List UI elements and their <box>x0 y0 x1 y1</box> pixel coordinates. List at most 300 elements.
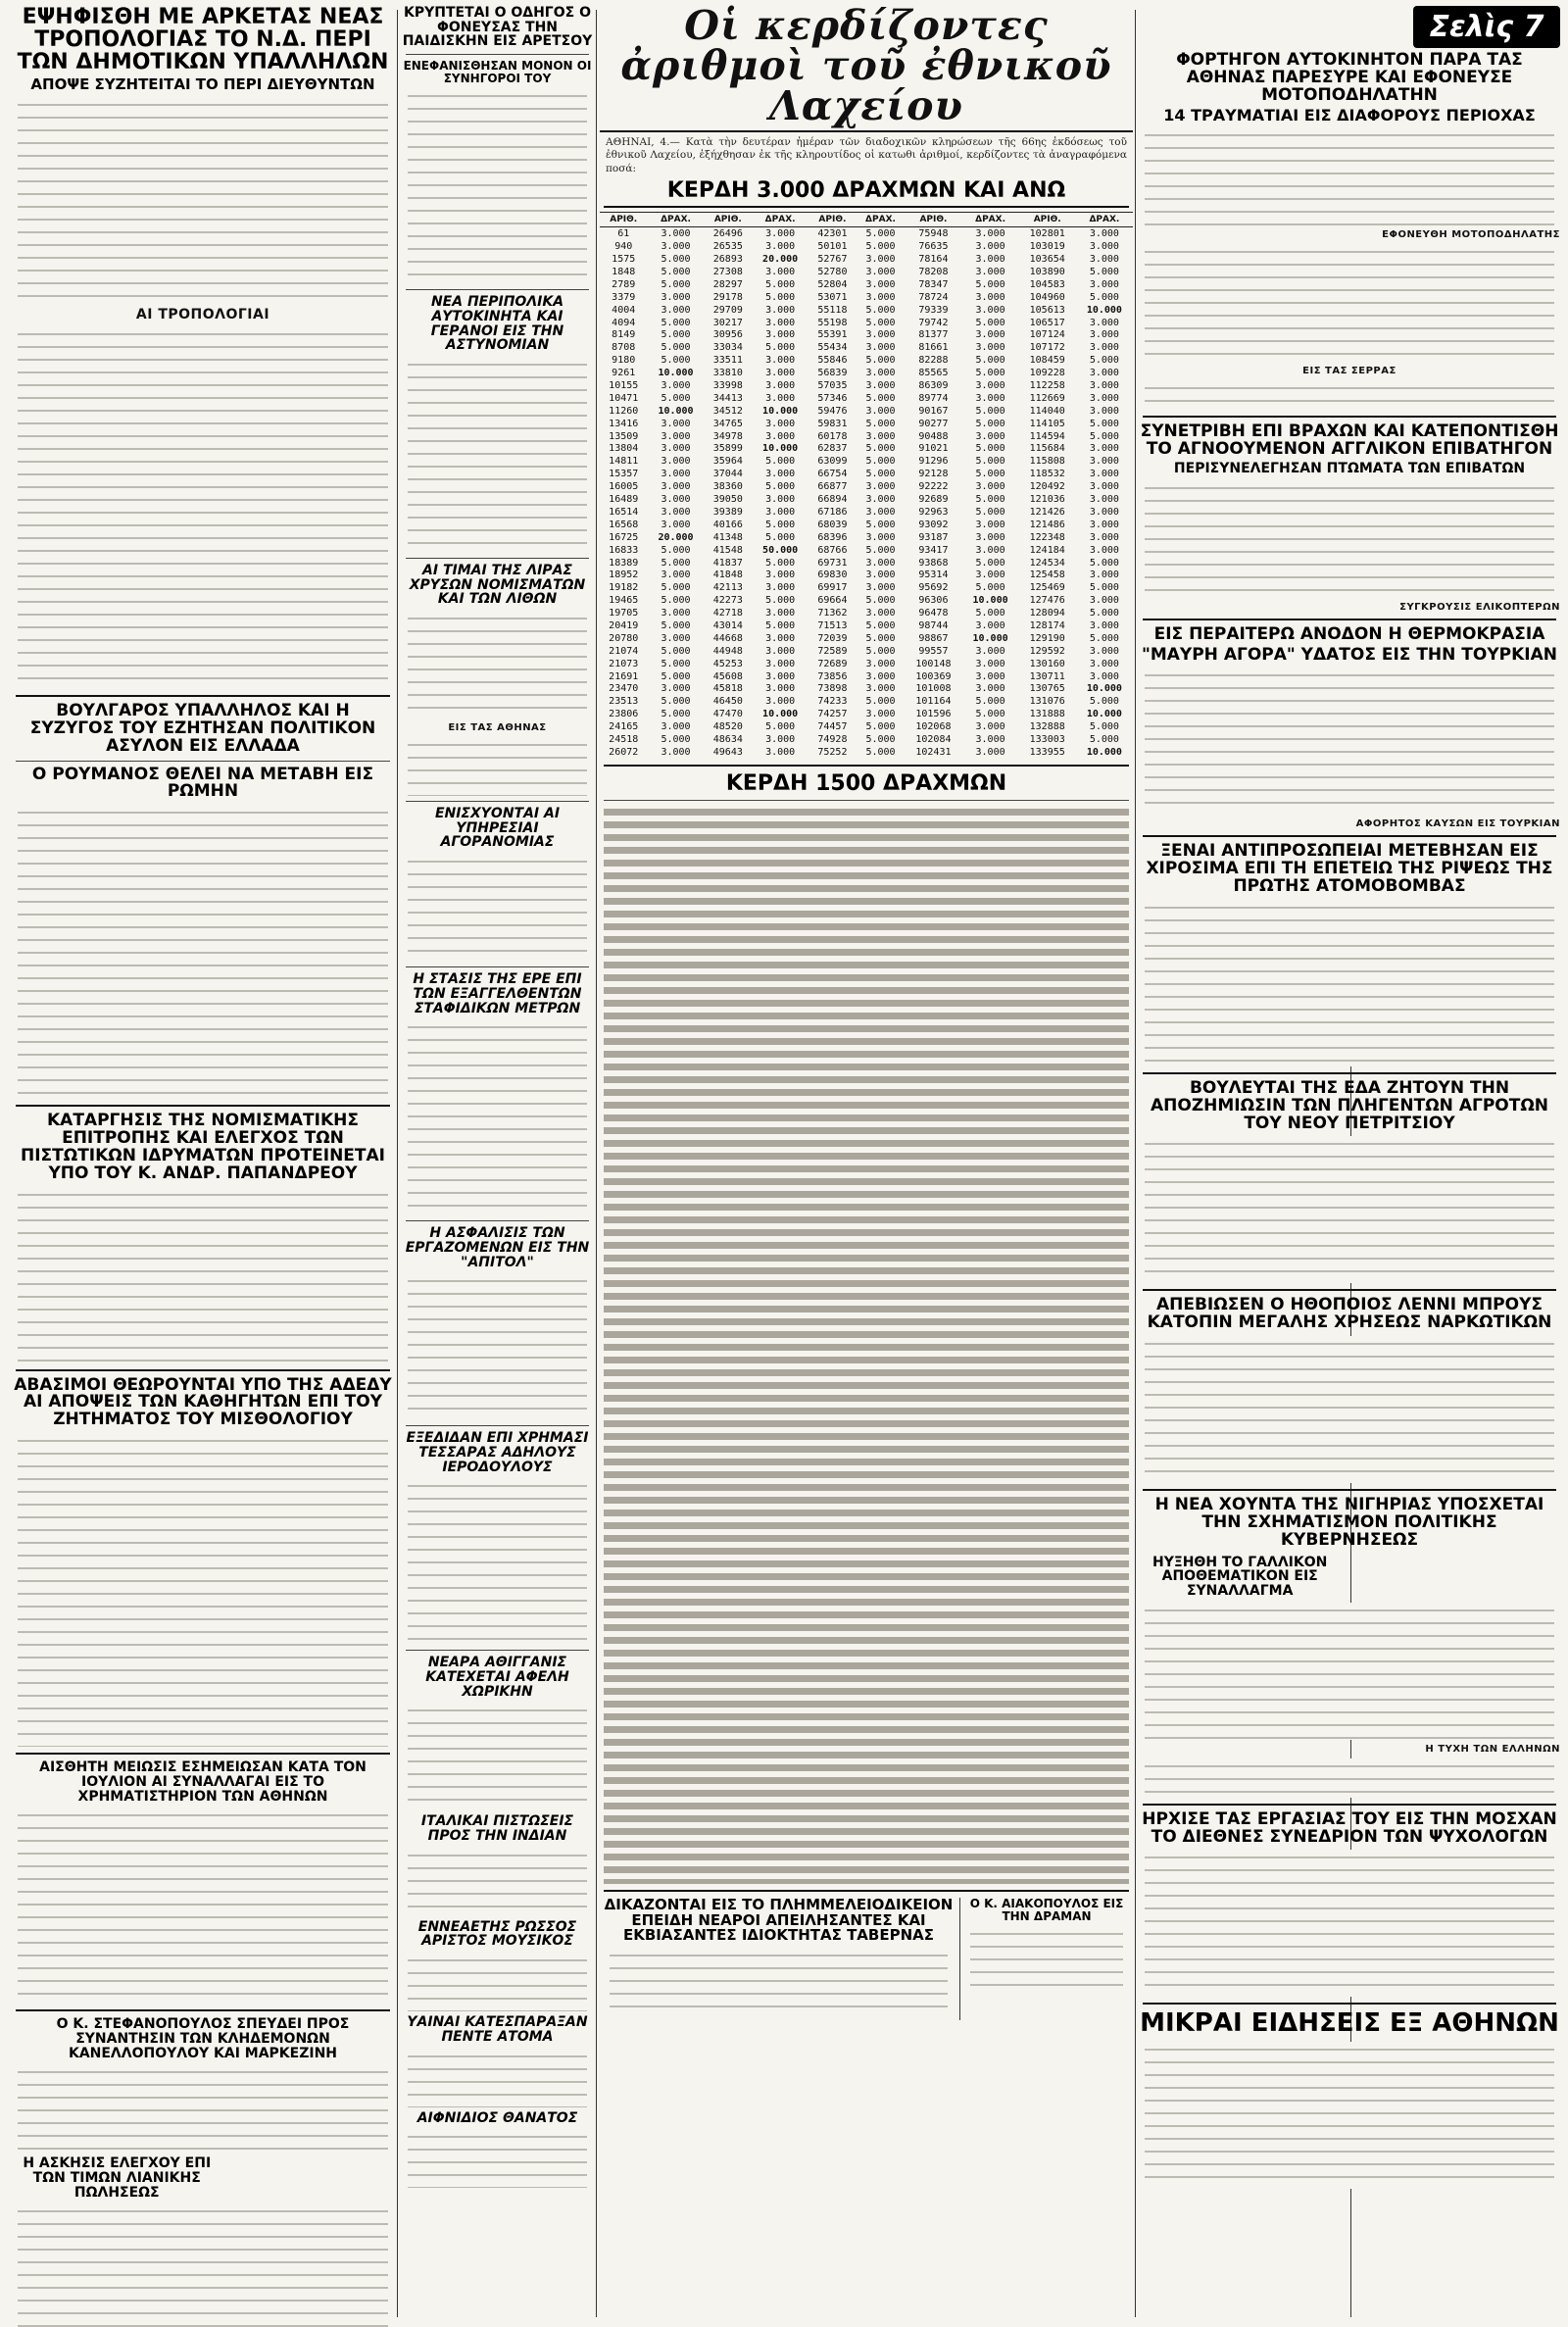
ticket-number: 55391 <box>817 329 848 341</box>
ticket-number: 129190 <box>1029 632 1065 644</box>
prize-amount: 5.000 <box>865 456 896 468</box>
headline-italian-credits: ΙΤΑΛΙΚΑΙ ΠΙΣΤΩΣΕΙΣ ΠΡΟΣ ΤΗΝ ΙΝΔΙΑΝ <box>420 1813 574 1845</box>
prize-amount: 3.000 <box>1089 494 1119 506</box>
article-text <box>408 1848 587 1916</box>
ticket-number: 89774 <box>918 392 949 404</box>
prize-amount: 3.000 <box>765 329 796 341</box>
article-text <box>408 854 587 962</box>
ticket-number: 96306 <box>918 595 949 607</box>
ticket-number: 81377 <box>918 329 949 341</box>
ticket-number: 53071 <box>817 291 848 303</box>
ticket-number: 45818 <box>712 683 743 695</box>
table-row <box>600 304 1133 317</box>
ticket-number: 102431 <box>915 746 952 758</box>
headline-romanian-rome: Ο ΡΟΥΜΑΝΟΣ ΘΕΛΕΙ ΝΑ ΜΕΤΑΒΗ ΕΙΣ ΡΩΜΗΝ <box>31 764 374 802</box>
table-row <box>600 619 1133 632</box>
ticket-number: 86309 <box>918 380 949 392</box>
article-text <box>1145 668 1554 815</box>
headline-russian-musician: ΕΝΝΕΑΕΤΗΣ ΡΩΣΣΟΣ ΑΡΙΣΤΟΣ ΜΟΥΣΙΚΟΣ <box>417 1918 577 1950</box>
ticket-number: 8149 <box>612 329 636 341</box>
prize-amount: 5.000 <box>1089 267 1119 278</box>
headline-hyenas: ΥΑΙΝΑΙ ΚΑΤΕΣΠΑΡΑΞΑΝ ΠΕΝΤΕ ΑΤΟΜΑ <box>407 2014 588 2045</box>
prize-amount: 5.000 <box>865 619 896 631</box>
ticket-number: 28297 <box>712 278 743 290</box>
subheadline-lawyers: ΕΝΕΦΑΝΙΣΘΗΣΑΝ ΜΟΝΟΝ ΟΙ ΣΥΝΗΓΟΡΟΙ ΤΟΥ <box>403 59 592 85</box>
ticket-number: 34978 <box>712 430 743 442</box>
ticket-number: 79339 <box>918 304 949 316</box>
headline-nigeria-junta: Η ΝΕΑ ΧΟΥΝΤΑ ΤΗΣ ΝΙΓΗΡΙΑΣ ΥΠΟΣΧΕΤΑΙ ΤΗΝ ΣΧΗΜΑΤΙΣΜΟΝ ΠΟΛΙΤΙΚΗΣ ΚΥΒΕΡΝΗΣΕΩΣ <box>1154 1495 1544 1550</box>
prize-amount: 3.000 <box>1089 443 1119 455</box>
table-row <box>600 341 1133 354</box>
ticket-number: 24518 <box>609 733 639 745</box>
article-text <box>1145 1336 1554 1483</box>
prize-amount: 3.000 <box>765 506 796 518</box>
prize-amount: 5.000 <box>865 228 896 240</box>
ticket-number: 107124 <box>1029 329 1065 341</box>
prize-amount: 5.000 <box>765 557 796 569</box>
ticket-number: 45608 <box>712 670 743 682</box>
prize-amount: 5.000 <box>1089 418 1119 429</box>
ticket-number: 109228 <box>1029 368 1065 379</box>
ticket-number: 68396 <box>817 531 848 543</box>
ticket-number: 38360 <box>712 481 743 493</box>
table-row <box>600 544 1133 557</box>
prize-amount: 5.000 <box>865 355 896 367</box>
ticket-number: 130160 <box>1029 658 1065 669</box>
prize-amount: 3.000 <box>975 430 1005 442</box>
prize-amount: 3.000 <box>1089 228 1119 240</box>
prize-amount: 5.000 <box>975 506 1005 518</box>
prize-amount: 3.000 <box>975 619 1005 631</box>
ticket-number: 121486 <box>1029 519 1065 530</box>
table-row <box>600 329 1133 342</box>
ticket-number: 90488 <box>918 430 949 442</box>
prize-amount: 3.000 <box>865 608 896 619</box>
prize-amount: 3.000 <box>661 506 691 518</box>
ticket-number: 43014 <box>712 619 743 631</box>
ticket-number: 92963 <box>918 506 949 518</box>
ticket-number: 30956 <box>712 329 743 341</box>
ticket-number: 92689 <box>918 494 949 506</box>
ticket-number: 26496 <box>712 228 743 240</box>
ticket-number: 39389 <box>712 506 743 518</box>
prize-amount: 3.000 <box>1089 619 1119 631</box>
ticket-number: 3379 <box>612 291 636 303</box>
table-row <box>600 266 1133 278</box>
prize-amount: 3.000 <box>865 368 896 379</box>
ticket-number: 45253 <box>712 658 743 669</box>
ticket-number: 50101 <box>817 241 848 253</box>
prize-amount: 5.000 <box>1089 696 1119 708</box>
table-row <box>600 682 1133 695</box>
prize-amount: 3.000 <box>865 506 896 518</box>
ticket-number: 52780 <box>817 267 848 278</box>
ticket-number: 15357 <box>609 469 639 480</box>
headline-monetary-committee: ΚΑΤΑΡΓΗΣΙΣ ΤΗΣ ΝΟΜΙΣΜΑΤΙΚΗΣ ΕΠΙΤΡΟΠΗΣ ΚΑΙ ΕΛΕΓΧΟΣ ΤΩΝ ΠΙΣΤΩΤΙΚΩΝ ΙΔΡΥΜΑΤΩΝ ΠΡΟΤΕΙΝΕΤΑΙ ΥΠΟ ΤΟΥ Κ. ΑΝΔΡ. ΠΑΠΑΝΔΡΕΟΥ <box>20 1111 386 1183</box>
ticket-number: 68039 <box>817 519 848 530</box>
prize-amount: 3.000 <box>1089 595 1119 607</box>
prize-amount: 3.000 <box>975 380 1005 392</box>
ticket-number: 44948 <box>712 645 743 657</box>
table-row <box>600 708 1133 720</box>
ticket-number: 69917 <box>817 582 848 594</box>
prize-amount: 3.000 <box>865 658 896 669</box>
ticket-number: 29178 <box>712 291 743 303</box>
ticket-number: 95314 <box>918 569 949 581</box>
ticket-number: 2789 <box>612 278 636 290</box>
ticket-number: 24165 <box>609 721 639 733</box>
prize-amount: 5.000 <box>661 696 691 708</box>
article-text <box>970 1926 1123 1995</box>
prize-amount: 5.000 <box>865 721 896 733</box>
prize-amount: 3.000 <box>1089 405 1119 417</box>
prize-amount: 3.000 <box>1089 531 1119 543</box>
prize-amount: 3.000 <box>865 329 896 341</box>
prize-amount: 5.000 <box>865 645 896 657</box>
ticket-number: 78208 <box>918 267 949 278</box>
headline-truck-accident: ΦΟΡΤΗΓΟΝ ΑΥΤΟΚΙΝΗΤΟΝ ΠΑΡΑ ΤΑΣ ΑΘΗΝΑΣ ΠΑΡΕΣΥΡΕ ΚΑΙ ΕΦΟΝΕΥΣΕ ΜΟΤΟΠΟΔΗΛΑΤΗΝ <box>1176 50 1523 105</box>
ticket-number: 115684 <box>1029 443 1065 455</box>
prize-amount: 20.000 <box>762 254 799 266</box>
prize-amount: 5.000 <box>661 733 691 745</box>
ticket-number: 99557 <box>918 645 949 657</box>
prize-amount: 3.000 <box>975 254 1005 266</box>
ticket-number: 42301 <box>817 228 848 240</box>
column-1 <box>12 0 394 2327</box>
article-text <box>18 2064 388 2153</box>
prize-amount: 5.000 <box>1089 582 1119 594</box>
prize-amount: 5.000 <box>765 456 796 468</box>
prize-amount: 5.000 <box>765 531 796 543</box>
headline-adedy-salaries: ΑΒΑΣΙΜΟΙ ΘΕΩΡΟΥΝΤΑΙ ΥΠΟ ΤΗΣ ΑΔΕΔΥ ΑΙ ΑΠΟΨΕΙΣ ΤΩΝ ΚΑΘΗΓΗΤΩΝ ΕΠΙ ΤΟΥ ΖΗΤΗΜΑΤΟΣ ΤΟΥ ΜΙΣΘΟΛΟΓΙΟΥ <box>14 1374 392 1430</box>
table-row <box>600 746 1133 759</box>
prize-amount: 5.000 <box>975 405 1005 417</box>
ticket-number: 59831 <box>817 418 848 429</box>
prize-amount: 3.000 <box>661 721 691 733</box>
headline-apitol-insurance: Η ΑΣΦΑΛΙΣΙΣ ΤΩΝ ΕΡΓΑΖΟΜΕΝΩΝ ΕΙΣ ΤΗΝ "ΑΠΙΤΟΛ" <box>405 1225 590 1270</box>
lottery-masthead: Οἱ κερδίζοντες ἀριθμοὶ τοῦ ἐθνικοῦ Λαχείου <box>600 6 1133 132</box>
prize-amount: 3.000 <box>765 380 796 392</box>
ticket-number: 118532 <box>1029 469 1065 480</box>
ticket-number: 9180 <box>612 355 636 367</box>
prize-amount: 5.000 <box>865 392 896 404</box>
ticket-number: 73856 <box>817 670 848 682</box>
prize-amount: 5.000 <box>661 329 691 341</box>
ticket-number: 9261 <box>612 368 636 379</box>
table-row <box>600 392 1133 405</box>
prize-amount: 5.000 <box>661 595 691 607</box>
ticket-number: 93092 <box>918 519 949 530</box>
table-row <box>600 443 1133 456</box>
ticket-number: 940 <box>614 241 633 253</box>
ticket-number: 129592 <box>1029 645 1065 657</box>
prize-amount: 3.000 <box>975 670 1005 682</box>
prize-amount: 5.000 <box>865 544 896 556</box>
ticket-number: 102068 <box>915 721 952 733</box>
ticket-number: 20419 <box>609 619 639 631</box>
prize-amount: 3.000 <box>661 456 691 468</box>
ticket-number: 44668 <box>712 632 743 644</box>
prize-amount: 5.000 <box>1089 355 1119 367</box>
prize-amount: 3.000 <box>975 658 1005 669</box>
ticket-number: 102801 <box>1029 228 1065 240</box>
prize-amount: 5.000 <box>865 519 896 530</box>
prize-amount: 5.000 <box>765 342 796 354</box>
prize-amount: 5.000 <box>865 632 896 644</box>
article-text <box>1145 1850 1554 1997</box>
prize-amount: 5.000 <box>661 658 691 669</box>
prize-amount: 3.000 <box>765 683 796 695</box>
ticket-number: 23806 <box>609 709 639 720</box>
prize-amount: 3.000 <box>1089 481 1119 493</box>
ticket-number: 8708 <box>612 342 636 354</box>
prize-amount: 10.000 <box>762 443 799 455</box>
article-text <box>408 1019 587 1215</box>
ticket-number: 101596 <box>915 709 952 720</box>
prize-amount: 3.000 <box>865 430 896 442</box>
table-row <box>600 455 1133 468</box>
ticket-number: 49643 <box>712 746 743 758</box>
prize-amount: 3.000 <box>661 632 691 644</box>
prize-amount: 5.000 <box>865 696 896 708</box>
prize-amount: 3.000 <box>661 430 691 442</box>
ticket-number: 92222 <box>918 481 949 493</box>
table-row <box>600 468 1133 480</box>
ticket-number: 16725 <box>609 531 639 543</box>
article-text <box>18 805 388 1099</box>
prize-amount: 5.000 <box>661 670 691 682</box>
prize-amount: 3.000 <box>865 494 896 506</box>
ticket-number: 13416 <box>609 418 639 429</box>
headline-hiroshima: ΞΕΝΑΙ ΑΝΤΙΠΡΟΣΩΠΕΙΑΙ ΜΕΤΕΒΗΣΑΝ ΕΙΣ ΧΙΡΟΣΙΜΑ ΕΠΙ ΤΗ ΕΠΕΤΕΙΩ ΤΗΣ ΡΙΨΕΩΣ ΤΗΣ ΠΡΩΤΗΣ ΑΤΟΜΟΒΟΜΒΑΣ <box>1146 841 1553 897</box>
table-row <box>600 227 1133 240</box>
column-header-drachmas: ΔΡΑΧ. <box>647 213 704 227</box>
headline-french-reserves: ΗΥΞΗΘΗ ΤΟ ΓΑΛΛΙΚΟΝ ΑΠΟΘΕΜΑΤΙΚΟΝ ΕΙΣ ΣΥΝΑΛΛΑΓΜΑ <box>1152 1554 1328 1600</box>
ticket-number: 131888 <box>1029 709 1065 720</box>
ticket-number: 55118 <box>817 304 848 316</box>
ticket-number: 69731 <box>817 557 848 569</box>
prize-amount: 10.000 <box>972 632 1008 644</box>
ticket-number: 76635 <box>918 241 949 253</box>
ticket-number: 21074 <box>609 645 639 657</box>
ticket-number: 19705 <box>609 608 639 619</box>
prize-amount: 5.000 <box>1089 608 1119 619</box>
ticket-number: 73898 <box>817 683 848 695</box>
prize-amount: 5.000 <box>661 709 691 720</box>
ticket-number: 68766 <box>817 544 848 556</box>
prize-amount: 3.000 <box>975 291 1005 303</box>
table-row <box>600 594 1133 607</box>
prize-amount: 3.000 <box>765 392 796 404</box>
ticket-number: 33810 <box>712 368 743 379</box>
prize-amount: 3.000 <box>661 469 691 480</box>
ticket-number: 121036 <box>1029 494 1065 506</box>
prize-amount: 5.000 <box>865 469 896 480</box>
prize-amount: 5.000 <box>975 355 1005 367</box>
prize-amount: 5.000 <box>661 278 691 290</box>
subheadline-water-black-market: "ΜΑΥΡΗ ΑΓΟΡΑ" ΥΔΑΤΟΣ ΕΙΣ ΤΗΝ ΤΟΥΡΚΙΑΝ <box>1141 644 1558 665</box>
headline-prostitutes: ΕΞΕΔΙΔΑΝ ΕΠΙ ΧΡΗΜΑΣΙ ΤΕΣΣΑΡΑΣ ΑΔΗΛΟΥΣ ΙΕΡΟΔΟΥΛΟΥΣ <box>406 1430 589 1475</box>
ticket-number: 128174 <box>1029 619 1065 631</box>
subhead-amendments: ΑΙ ΤΡΟΠΟΛΟΓΙΑΙ <box>135 307 270 323</box>
article-text <box>408 2129 587 2188</box>
table-row <box>600 695 1133 708</box>
article-text <box>1145 1758 1554 1798</box>
ticket-number: 104960 <box>1029 291 1065 303</box>
subheadline-bodies: ΠΕΡΙΣΥΝΕΛΕΓΗΣΑΝ ΠΤΩΜΑΤΑ ΤΩΝ ΕΠΙΒΑΤΩΝ <box>1173 461 1526 477</box>
headline-lenny-bruce: ΑΠΕΒΙΩΣΕΝ Ο ΗΘΟΠΟΙΟΣ ΛΕΝΝΙ ΜΠΡΟΥΣ ΚΑΤΟΠΙΝ ΜΕΓΑΛΗΣ ΧΡΗΣΕΩΣ ΝΑΡΚΩΤΙΚΩΝ <box>1147 1295 1552 1333</box>
prize-amount: 5.000 <box>1089 430 1119 442</box>
prize-amount: 5.000 <box>865 418 896 429</box>
prize-amount: 3.000 <box>661 241 691 253</box>
ticket-number: 34413 <box>712 392 743 404</box>
prize-amount: 3.000 <box>865 569 896 581</box>
prize-amount: 5.000 <box>765 519 796 530</box>
prize-amount: 3.000 <box>765 608 796 619</box>
ticket-number: 102084 <box>915 733 952 745</box>
table-row <box>600 670 1133 683</box>
ticket-number: 133955 <box>1029 746 1065 758</box>
prize-amount: 3.000 <box>975 329 1005 341</box>
prize-amount: 3.000 <box>1089 519 1119 530</box>
table-row <box>600 253 1133 266</box>
ticket-number: 125458 <box>1029 569 1065 581</box>
prize-amount: 3.000 <box>975 683 1005 695</box>
ticket-number: 78724 <box>918 291 949 303</box>
headline-tavern-blackmail: ΔΙΚΑΖΟΝΤΑΙ ΕΙΣ ΤΟ ΠΛΗΜΜΕΛΕΙΟΔΙΚΕΙΟΝ ΕΠΕΙΔΗ ΝΕΑΡΟΙ ΑΠΕΙΛΗΣΑΝΤΕΣ ΚΑΙ ΕΚΒΙΑΣΑΝΤΕΣ ΙΔΙΟΚΤΗΤΑΣ ΤΑΒΕΡΝΑΣ <box>604 1895 954 1945</box>
prize-amount: 5.000 <box>975 709 1005 720</box>
ticket-number: 93868 <box>918 557 949 569</box>
prize-amount: 5.000 <box>865 443 896 455</box>
article-text <box>408 88 587 284</box>
table-row <box>600 531 1133 544</box>
ticket-number: 13509 <box>609 430 639 442</box>
prize-amount: 3.000 <box>1089 645 1119 657</box>
subhead-heatwave: ΑΦΟΡΗΤΟΣ ΚΑΥΣΩΝ ΕΙΣ ΤΟΥΡΚΙΑΝ <box>1355 818 1560 830</box>
ticket-number: 18952 <box>609 569 639 581</box>
ticket-number: 1575 <box>612 254 636 266</box>
prize-amount: 10.000 <box>762 709 799 720</box>
ticket-number: 41848 <box>712 569 743 581</box>
ticket-number: 16833 <box>609 544 639 556</box>
prize-amount: 3.000 <box>1089 569 1119 581</box>
ticket-number: 130765 <box>1029 683 1065 695</box>
table-row <box>600 405 1133 418</box>
prize-amount: 3.000 <box>661 683 691 695</box>
ticket-number: 55846 <box>817 355 848 367</box>
ticket-number: 16514 <box>609 506 639 518</box>
prize-amount: 10.000 <box>972 595 1008 607</box>
prize-amount: 3.000 <box>975 531 1005 543</box>
prize-amount: 3.000 <box>765 304 796 316</box>
ticket-number: 115808 <box>1029 456 1065 468</box>
ticket-number: 71513 <box>817 619 848 631</box>
ticket-number: 56839 <box>817 368 848 379</box>
column-header-drachmas: ΔΡΑΧ. <box>1076 213 1133 227</box>
ticket-number: 103890 <box>1029 267 1065 278</box>
prize-amount: 3.000 <box>1089 456 1119 468</box>
ticket-number: 90277 <box>918 418 949 429</box>
prize-amount: 3.000 <box>765 368 796 379</box>
headline-market-police: ΕΝΙΣΧΥΟΝΤΑΙ ΑΙ ΥΠΗΡΕΣΙΑΙ ΑΓΟΡΑΝΟΜΙΑΣ <box>434 806 561 851</box>
ticket-number: 91296 <box>918 456 949 468</box>
ticket-number: 92128 <box>918 469 949 480</box>
prize-amount: 5.000 <box>865 317 896 328</box>
ticket-number: 127476 <box>1029 595 1065 607</box>
article-text <box>408 1478 587 1645</box>
prize-amount: 5.000 <box>865 733 896 745</box>
prize-amount: 3.000 <box>765 267 796 278</box>
ticket-number: 19465 <box>609 595 639 607</box>
headline-drama-visit: Ο Κ. ΑΙΑΚΟΠΟΥΛΟΣ ΕΙΣ ΤΗΝ ΔΡΑΜΑΝ <box>969 1896 1124 1923</box>
prize-amount: 3.000 <box>661 569 691 581</box>
article-text <box>408 2049 587 2107</box>
ticket-number: 132888 <box>1029 721 1065 733</box>
prize-amount: 3.000 <box>865 670 896 682</box>
ticket-number: 96478 <box>918 608 949 619</box>
ticket-number: 10471 <box>609 392 639 404</box>
prize-amount: 3.000 <box>661 746 691 758</box>
ticket-number: 42718 <box>712 608 743 619</box>
ticket-number: 105613 <box>1029 304 1065 316</box>
ticket-number: 41548 <box>712 544 743 556</box>
prize-amount: 3.000 <box>1089 380 1119 392</box>
article-text <box>408 737 587 796</box>
prize-amount: 3.000 <box>1089 658 1119 669</box>
prize-amount: 3.000 <box>1089 469 1119 480</box>
headline-ere-raisin: Η ΣΤΑΣΙΣ ΤΗΣ ΕΡΕ ΕΠΙ ΤΩΝ ΕΞΑΓΓΕΛΘΕΝΤΩΝ ΣΤΑΦΙΔΙΚΩΝ ΜΕΤΡΩΝ <box>413 971 582 1016</box>
ticket-number: 75252 <box>817 746 848 758</box>
ticket-number: 69830 <box>817 569 848 581</box>
prize-amount: 3.000 <box>765 658 796 669</box>
prize-amount: 3.000 <box>975 392 1005 404</box>
prize-amount: 3.000 <box>661 228 691 240</box>
prize-amount: 10.000 <box>1086 746 1122 758</box>
prize-amount: 3.000 <box>661 291 691 303</box>
ticket-number: 130711 <box>1029 670 1065 682</box>
article-text <box>408 1273 587 1420</box>
ticket-number: 16005 <box>609 481 639 493</box>
ticket-number: 98744 <box>918 619 949 631</box>
prize-amount: 3.000 <box>765 494 796 506</box>
headline-sudden-death: ΑΙΦΝΙΔΙΟΣ ΘΑΝΑΤΟΣ <box>416 2109 578 2126</box>
ticket-number: 33998 <box>712 380 743 392</box>
ticket-number: 91021 <box>918 443 949 455</box>
prize-amount: 5.000 <box>975 469 1005 480</box>
headline-psychologists-congress: ΗΡΧΙΣΕ ΤΑΣ ΕΡΓΑΣΙΑΣ ΤΟΥ ΕΙΣ ΤΗΝ ΜΟΣΧΑΝ ΤΟ ΔΙΕΘΝΕΣ ΣΥΝΕΔΡΙΟΝ ΤΩΝ ΨΥΧΟΛΟΓΩΝ <box>1142 1808 1557 1847</box>
prize-amount: 5.000 <box>661 342 691 354</box>
ticket-number: 66754 <box>817 469 848 480</box>
prize-amount: 5.000 <box>661 392 691 404</box>
prize-amount: 3.000 <box>765 670 796 682</box>
column-header-number: ΑΡΙΘ. <box>705 213 752 227</box>
prize-amount: 5.000 <box>975 368 1005 379</box>
prize-amount: 3.000 <box>765 746 796 758</box>
prize-amount: 5.000 <box>975 443 1005 455</box>
headline-stefanopoulos: Ο Κ. ΣΤΕΦΑΝΟΠΟΥΛΟΣ ΣΠΕΥΔΕΙ ΠΡΟΣ ΣΥΝΑΝΤΗΣΙΝ ΤΩΝ ΚΛΗΔΕΜΟΝΩΝ ΚΑΝΕΛΛΟΠΟΥΛΟΥ ΚΑΙ ΜΑΡΚΕΖΙΝΗ <box>56 2016 350 2061</box>
ticket-number: 114105 <box>1029 418 1065 429</box>
subheadline-injured: 14 ΤΡΑΥΜΑΤΙΑΙ ΕΙΣ ΔΙΑΦΟΡΟΥΣ ΠΕΡΙΟΧΑΣ <box>1163 105 1536 124</box>
article-text <box>1145 2042 1554 2189</box>
prize-amount: 3.000 <box>865 683 896 695</box>
ticket-number: 42113 <box>712 582 743 594</box>
prize-amount: 3.000 <box>765 632 796 644</box>
prize-amount: 3.000 <box>975 267 1005 278</box>
heading-1500-drachmas: ΚΕΡΔΗ 1500 ΔΡΑΧΜΩΝ <box>725 770 1007 796</box>
ticket-number: 85565 <box>918 368 949 379</box>
ticket-number: 74928 <box>817 733 848 745</box>
ticket-number: 47470 <box>712 709 743 720</box>
